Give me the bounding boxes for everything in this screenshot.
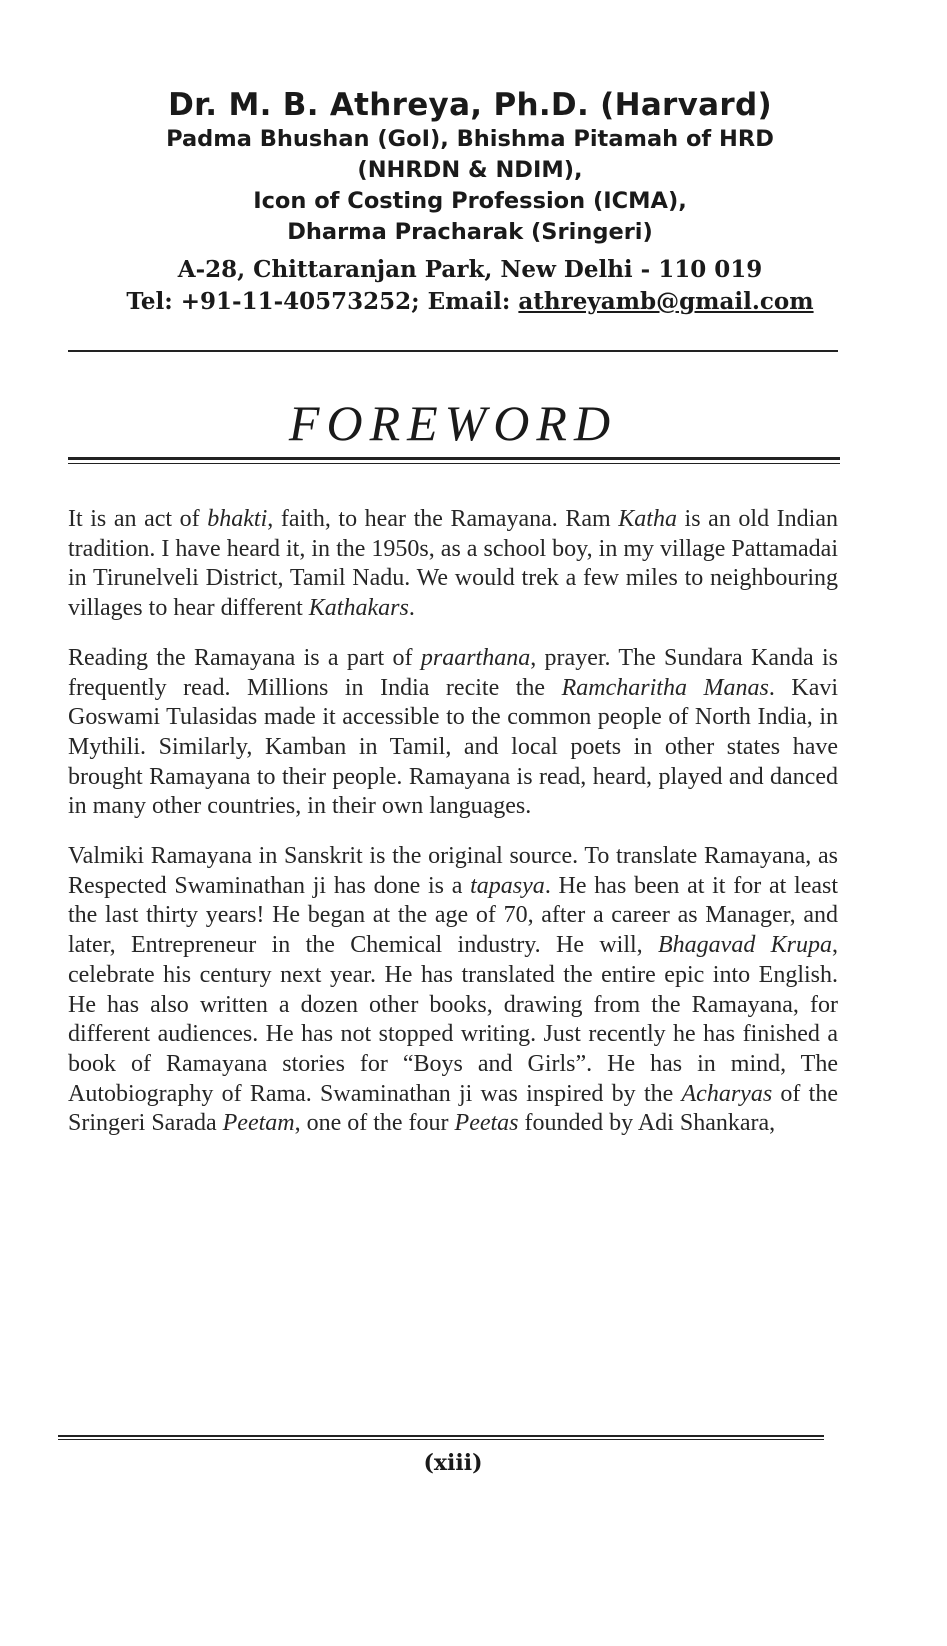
contact-line [60, 286, 880, 318]
italic-term: Peetas [454, 1110, 519, 1137]
italic-term: bhakti [207, 506, 268, 532]
email-link[interactable]: athreyamb@gmail.com [518, 288, 814, 315]
text-span: . Kavi Goswami Tulasidas made it accessible to the common people of North India, in Mythili. Similarly, Kamban in Tamil, and local poets in other states have brought Ramayana to their people. Ramayana is read, heard, played and danced in many other countries, in their own languages. [68, 674, 839, 820]
text-span: founded by Adi Shankara, [518, 1110, 776, 1137]
paragraph-2 [68, 644, 838, 822]
italic-term: praarthana [420, 644, 531, 671]
page-title: FOREWORD [288, 395, 618, 451]
text-span: Valmiki Ramayana in Sanskrit is the original source. To translate Ramayana, as Respected Swaminathan ji has done is a [68, 843, 838, 899]
letterhead [60, 86, 880, 318]
text-span: , celebrate his century next year. He has translated the entire epic into English. He has also written a dozen other books, drawing from the Ramayana, for different audiences. He has not stopped writing. Just recently he has finished a book of Ramayana stories for “Boys and Girls”. He has in mind, The Autobiography of Rama. Swaminathan ji was inspired by the [68, 932, 838, 1107]
text-span: of the Sringeri Sarada [68, 1080, 838, 1137]
italic-term: Ramcharitha Manas [561, 674, 769, 701]
author-title-line-2: (NHRDN & NDIM), [357, 157, 583, 183]
title-divider [68, 457, 840, 464]
foreword-body [68, 505, 838, 1159]
author-title-line-1: Padma Bhushan (GoI), Bhishma Pitamah of HRD [166, 126, 774, 152]
page-number: (xiii) [423, 1450, 483, 1476]
italic-term: tapasya [470, 872, 545, 899]
text-span: Reading the Ramayana is a part of [68, 644, 421, 671]
paragraph-1 [68, 505, 838, 624]
text-span: . [408, 595, 415, 622]
footer-divider [58, 1435, 824, 1440]
address: A-28, Chittaranjan Park, New Delhi - 110 019 [177, 256, 763, 283]
contact-prefix: Tel: +91-11-40573252; Email: [126, 288, 519, 315]
text-span: , prayer. The Sundara Kanda is frequently read. Millions in India recite the [68, 644, 838, 701]
italic-term: Acharyas [681, 1080, 773, 1107]
text-span: . He has been at it for at least the last thirty years! He began at the age of 70, after a career as Manager, and later, Entrepreneur in the Chemical industry. He will, [68, 872, 839, 959]
italic-term: Katha [618, 506, 677, 532]
author-title-line-4: Dharma Pracharak (Sringeri) [287, 219, 653, 245]
text-span: is an old Indian tradition. I have heard it, in the 1950s, as a school boy, in my village Pattamadai in Tirunelveli District, Tamil Nadu. We would trek a few miles to neighbouring villages to hear different [68, 506, 838, 622]
text-span: It is an act of [68, 506, 208, 532]
italic-term: Peetam [222, 1110, 295, 1137]
italic-term: Kathakars [308, 595, 409, 622]
text-span: , faith, to hear the Ramayana. Ram [267, 506, 619, 532]
author-name: Dr. M. B. Athreya, Ph.D. (Harvard) [168, 87, 772, 123]
paragraph-3 [68, 842, 838, 1139]
text-span: , one of the four [294, 1110, 455, 1137]
italic-term: Bhagavad Krupa [658, 932, 832, 959]
letterhead-divider [68, 350, 838, 352]
author-title-line-3: Icon of Costing Profession (ICMA), [253, 188, 687, 214]
